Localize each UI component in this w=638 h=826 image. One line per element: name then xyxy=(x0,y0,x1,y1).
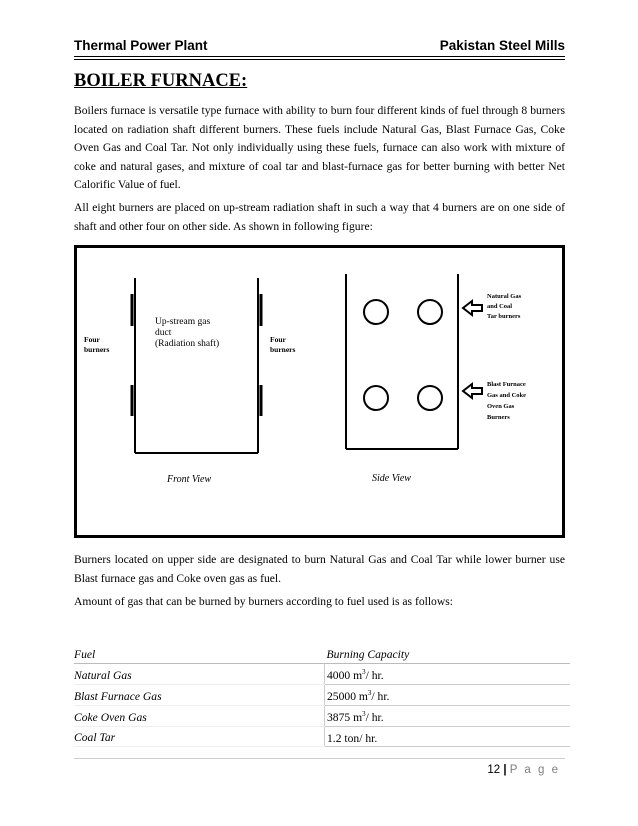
section-title: BOILER FURNACE: xyxy=(74,71,248,91)
lower-burner-label-line-1: Blast Furnace xyxy=(487,381,526,388)
paragraph-burner-fuels: Burners located on upper side are designated to burn Natural Gas and Coal Tar while lower burner use Blast furnace gas and Coke oven gas as fuel. xyxy=(74,553,565,585)
burner-diagram xyxy=(77,248,562,535)
burner-circle-upper-right xyxy=(418,300,442,324)
paragraph-burner-layout: All eight burners are placed on up-stream radiation shaft in such a way that 4 burners are on one side of shaft and other four on other side. As shown in following figure: xyxy=(74,201,565,233)
side-view-shaft xyxy=(346,274,458,449)
shaft-label-line-2: duct xyxy=(155,328,172,338)
page-label: P a g e xyxy=(509,764,560,776)
lower-burner-label-line-2: Gas and Coke xyxy=(487,392,527,399)
table-row xyxy=(74,705,570,726)
paragraph-intro: Boilers furnace is versatile type furnace with ability to burn four different kinds of fuel through 8 burners located on radiation shaft different burners. These fuels include Natural Gas, Blast Furnace Gas, Coke Oven Gas and Coal Tar. Not only individually using these fuels, furnace can also work with mixture of coke and natural gases, and mixture of coal tar and blast-furnace gas for better burning with better Net Calorific Value of fuel. xyxy=(74,104,565,191)
header-fuel: Fuel xyxy=(74,647,325,664)
paragraph-capacity-intro: Amount of gas that can be burned by burners according to fuel used is as follows: xyxy=(74,595,453,608)
right-burners-label-line-2: burners xyxy=(270,345,296,354)
header-capacity: Burning Capacity xyxy=(325,647,571,664)
shaft-label-line-1: Up-stream gas xyxy=(155,317,211,327)
right-burners-label-line-1: Four xyxy=(270,335,286,344)
capacity-cell: 1.2 ton/ hr. xyxy=(325,726,571,747)
side-view-caption: Side View xyxy=(372,473,411,484)
fuel-cell: Blast Furnace Gas xyxy=(74,684,325,705)
burner-circle-upper-left xyxy=(364,300,388,324)
table-row xyxy=(74,684,570,705)
header-rule-secondary xyxy=(74,59,565,60)
front-view-caption: Front View xyxy=(167,474,212,485)
capacity-cell: 3875 $m^3/$ hr. xyxy=(325,705,571,726)
footer-separator: | xyxy=(503,764,507,776)
fuel-capacity-table xyxy=(74,647,570,747)
lower-burner-label-line-3: Oven Gas xyxy=(487,403,515,410)
lower-burner-label-line-4: Burners xyxy=(487,414,510,421)
page-header xyxy=(74,38,565,53)
front-view-burners xyxy=(132,294,261,416)
burner-figure xyxy=(74,245,565,538)
header-left: Thermal Power Plant xyxy=(74,38,208,53)
shaft-label-line-3: (Radiation shaft) xyxy=(155,339,220,349)
fuel-cell: Coke Oven Gas xyxy=(74,705,325,726)
footer-rule xyxy=(74,758,565,759)
capacity-cell: 4000 $m^3/$ hr. xyxy=(325,664,571,685)
lower-arrow xyxy=(463,384,482,398)
side-view-burners xyxy=(364,300,442,410)
upper-burner-label-line-2: and Coal xyxy=(487,303,513,310)
upper-arrow xyxy=(463,301,482,315)
header-rule xyxy=(74,56,565,57)
upper-burner-label-line-3: Tar burners xyxy=(487,313,521,320)
fuel-cell: Natural Gas xyxy=(74,664,325,685)
capacity-cell: 25000 $m^3/$ hr. xyxy=(325,684,571,705)
burner-circle-lower-left xyxy=(364,386,388,410)
left-burners-label-line-2: burners xyxy=(84,345,110,354)
burner-circle-lower-right xyxy=(418,386,442,410)
fuel-cell: Coal Tar xyxy=(74,726,325,747)
upper-burner-label-line-1: Natural Gas xyxy=(487,293,522,300)
header-right: Pakistan Steel Mills xyxy=(439,38,565,53)
page-number: 12 xyxy=(487,764,501,776)
table-row xyxy=(74,726,570,747)
table-row xyxy=(74,664,570,685)
page-footer xyxy=(487,764,560,776)
left-burners-label-line-1: Four xyxy=(84,335,100,344)
table-header-row xyxy=(74,647,570,664)
front-view-shaft xyxy=(135,278,258,453)
